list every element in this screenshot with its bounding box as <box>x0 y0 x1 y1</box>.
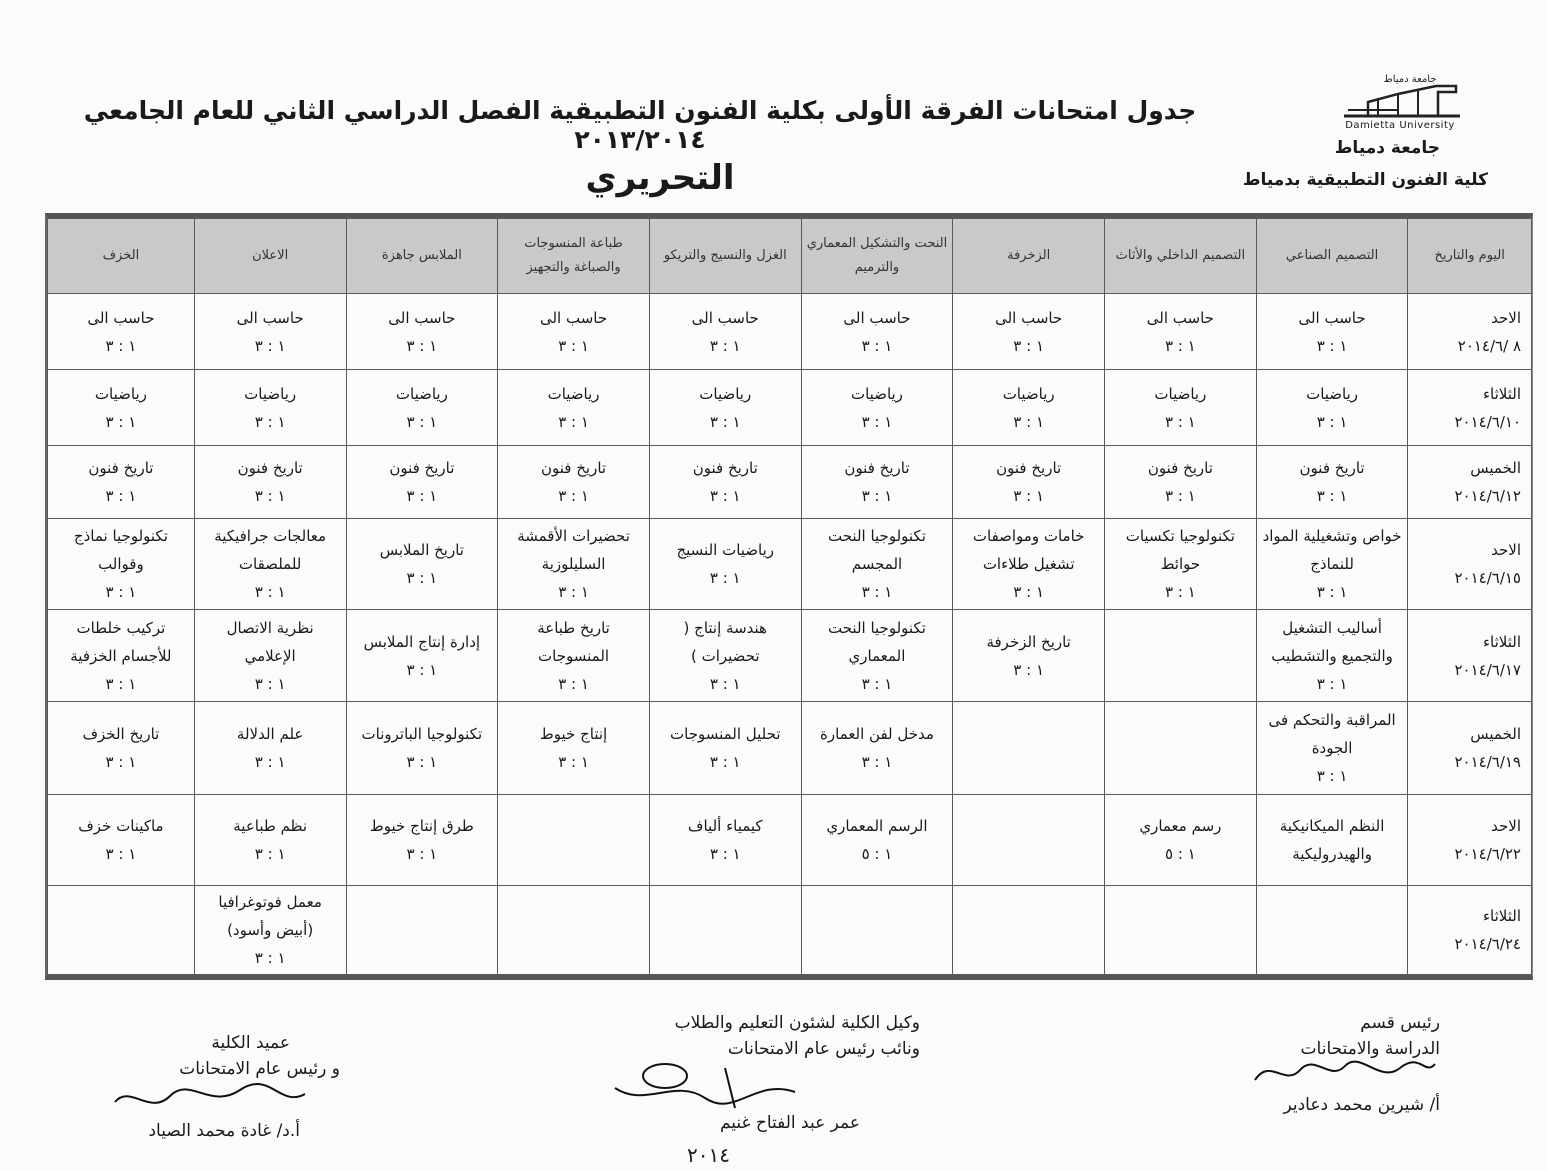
exam-subject: معالجات جرافيكية للملصقات <box>214 527 327 573</box>
exam-cell <box>498 446 650 519</box>
table-row <box>48 702 1532 795</box>
exam-time: ١ : ٣ <box>254 753 286 771</box>
signature-subtitle: ونائب رئيس عام الامتحانات <box>727 1039 920 1059</box>
exam-schedule-table <box>45 213 1533 980</box>
exam-time: ١ : ٣ <box>105 487 137 505</box>
logo-caption: Damietta University <box>1345 120 1455 131</box>
signature-subtitle: و رئيس عام الامتحانات <box>179 1059 340 1079</box>
exam-subject: ماكينات خزف <box>78 817 164 835</box>
exam-cell <box>346 370 498 446</box>
table-row <box>48 446 1532 519</box>
exam-time: ١ : ٣ <box>558 674 589 693</box>
exam-cell <box>1256 370 1408 446</box>
exam-subject: رياضيات <box>94 384 147 403</box>
exam-cell <box>953 446 1105 519</box>
day-date-cell <box>1408 294 1532 370</box>
exam-cell <box>498 610 650 702</box>
exam-time: ١ : ٣ <box>1013 412 1045 431</box>
exam-subject: تحليل المنسوجات <box>670 725 781 743</box>
day-name: الاحد <box>1491 817 1521 835</box>
day-name: الثلاثاء <box>1482 632 1521 651</box>
day-date-cell <box>1408 795 1532 886</box>
exam-date: ٢٠١٤/٦/٢٤ <box>1454 935 1521 953</box>
exam-cell <box>649 702 801 795</box>
exam-time: ١ : ٣ <box>1316 767 1348 785</box>
exam-cell <box>48 702 195 795</box>
day-date-cell <box>1408 610 1532 702</box>
exam-subject: تاريخ فنون <box>1299 459 1365 477</box>
exam-cell <box>1105 519 1257 610</box>
exam-time: ١ : ٣ <box>254 949 286 967</box>
exam-cell <box>498 370 650 446</box>
table-row <box>48 294 1532 370</box>
exam-cell <box>649 610 801 702</box>
exam-time: ١ : ٣ <box>105 753 137 771</box>
exam-subject: رياضيات <box>244 384 297 403</box>
exam-cell <box>801 886 953 975</box>
exam-cell <box>194 795 346 886</box>
exam-subject: رياضيات <box>1306 384 1359 403</box>
exam-time: ١ : ٣ <box>1013 583 1045 601</box>
day-name: الخميس <box>1470 459 1521 477</box>
exam-subject: كيمياء ألياف <box>687 817 763 835</box>
exam-subject: تاريخ فنون <box>692 459 758 477</box>
exam-subject: حاسب الى <box>87 308 155 327</box>
exam-date: ٢٠١٤/٦/١٧ <box>1454 660 1521 679</box>
exam-time: ١ : ٣ <box>1316 487 1348 505</box>
exam-time: ١ : ٣ <box>1013 336 1045 355</box>
exam-time: ١ : ٣ <box>105 674 137 693</box>
exam-cell <box>346 702 498 795</box>
exam-subject: أساليب التشغيل والتجميع والتشطيب <box>1271 618 1393 665</box>
exam-subject: المراقبة والتحكم فى الجودة <box>1268 711 1396 757</box>
exam-subject: إنتاج خيوط <box>539 725 608 743</box>
exam-time: ١ : ٣ <box>1013 660 1045 679</box>
exam-time: ١ : ٣ <box>406 487 438 505</box>
exam-time: ١ : ٣ <box>105 845 137 863</box>
exam-subject: علم الدلالة <box>236 725 304 743</box>
table-row <box>48 610 1532 702</box>
exam-cell <box>1256 795 1408 886</box>
exam-time: ١ : ٣ <box>558 336 589 355</box>
exam-cell <box>346 886 498 975</box>
column-header-day-date: اليوم والتاريخ <box>1408 219 1532 294</box>
exam-time: ١ : ٣ <box>254 674 286 693</box>
exam-time: ١ : ٣ <box>406 845 438 863</box>
exam-subject: طرق إنتاج خيوط <box>369 817 474 835</box>
exam-time: ١ : ٣ <box>105 583 137 601</box>
exam-cell <box>194 519 346 610</box>
exam-subject: تكنولوجيا النحت المعماري <box>828 618 926 665</box>
table-row <box>48 519 1532 610</box>
faculty-name: كلية الفنون التطبيقية بدمياط <box>1242 170 1488 190</box>
column-header-department: الملابس جاهزة <box>346 219 498 294</box>
exam-time: ١ : ٣ <box>709 569 741 587</box>
exam-time: ١ : ٣ <box>861 583 893 601</box>
handwritten-signature-middle <box>605 1058 805 1118</box>
exam-time: ١ : ٣ <box>406 412 438 431</box>
exam-time: ١ : ٣ <box>861 753 893 771</box>
exam-subject: تاريخ فنون <box>541 459 607 477</box>
exam-cell <box>649 886 801 975</box>
exam-cell <box>649 795 801 886</box>
exam-subject: رياضيات <box>1154 384 1207 403</box>
column-header-department: الاعلان <box>194 219 346 294</box>
exam-time: ١ : ٣ <box>254 487 286 505</box>
exam-cell <box>953 294 1105 370</box>
signature-subtitle: الدراسة والامتحانات <box>1300 1039 1440 1059</box>
exam-time: ١ : ٣ <box>709 336 741 355</box>
exam-cell <box>48 795 195 886</box>
column-header-department: طباعة المنسوجات والصباغة والتجهيز <box>498 219 650 294</box>
signature-title: عميد الكلية <box>211 1033 290 1053</box>
exam-time: ١ : ٣ <box>1316 336 1348 355</box>
exam-cell <box>346 294 498 370</box>
exam-time: ١ : ٣ <box>861 487 893 505</box>
exam-date: ٢٠١٤/٦/١٩ <box>1454 753 1521 771</box>
exam-subject: تاريخ فنون <box>88 459 154 477</box>
exam-subject: رياضيات <box>547 384 600 403</box>
exam-cell <box>498 795 650 886</box>
exam-time: ١ : ٣ <box>406 660 438 679</box>
exam-cell <box>1256 886 1408 975</box>
exam-time: ١ : ٣ <box>105 412 137 431</box>
exam-cell <box>801 610 953 702</box>
document-subtitle: التحريري <box>585 158 735 198</box>
column-header-department: الزخرفة <box>953 219 1105 294</box>
signature-name: عمر عبد الفتاح غنيم <box>719 1113 860 1133</box>
exam-cell <box>801 795 953 886</box>
column-header-department: التصميم الصناعي <box>1256 219 1408 294</box>
exam-cell <box>48 294 195 370</box>
exam-cell <box>801 519 953 610</box>
table-header-row <box>48 219 1532 294</box>
exam-time: ١ : ٣ <box>1013 487 1045 505</box>
day-date-cell <box>1408 519 1532 610</box>
exam-subject: النظم الميكانيكية والهيدروليكية <box>1279 817 1385 863</box>
exam-time: ١ : ٣ <box>406 753 438 771</box>
exam-subject: رياضيات <box>1002 384 1055 403</box>
exam-subject: حاسب الى <box>539 308 608 327</box>
exam-subject: تكنولوجيا تكسيات حوائط <box>1125 527 1235 573</box>
exam-subject: تاريخ فنون <box>996 459 1062 477</box>
exam-cell <box>498 519 650 610</box>
exam-subject: نظم طباعية <box>233 817 308 835</box>
exam-subject: الرسم المعماري <box>826 817 928 835</box>
table-row <box>48 370 1532 446</box>
column-header-department: الخزف <box>48 219 195 294</box>
exam-cell <box>346 795 498 886</box>
exam-cell <box>953 886 1105 975</box>
exam-subject: تحضيرات الأقمشة السليلوزية <box>517 527 630 573</box>
exam-cell <box>1256 610 1408 702</box>
exam-time: ١ : ٣ <box>254 845 286 863</box>
column-header-department: النحت والتشكيل المعماري والترميم <box>801 219 953 294</box>
exam-cell <box>649 519 801 610</box>
exam-time: ١ : ٣ <box>406 569 438 587</box>
exam-cell <box>48 886 195 975</box>
day-date-cell <box>1408 886 1532 975</box>
day-date-cell <box>1408 370 1532 446</box>
exam-time: ١ : ٥ <box>861 845 893 863</box>
exam-cell <box>194 610 346 702</box>
exam-subject: حاسب الى <box>843 308 911 327</box>
exam-subject: تاريخ الزخرفة <box>986 632 1071 651</box>
exam-date: ٢٠١٤/٦/١٢ <box>1454 487 1521 505</box>
handwritten-year: ٢٠١٤ <box>687 1143 730 1167</box>
exam-time: ١ : ٣ <box>709 753 741 771</box>
table-row <box>48 886 1532 975</box>
exam-time: ١ : ٣ <box>105 336 137 355</box>
exam-time: ١ : ٣ <box>1316 412 1348 431</box>
exam-date: ٢٠١٤/٦/١٠ <box>1454 412 1521 431</box>
day-name: الاحد <box>1491 308 1521 327</box>
exam-subject: حاسب الى <box>1298 308 1366 327</box>
exam-time: ١ : ٣ <box>861 674 893 693</box>
exam-subject: حاسب الى <box>236 308 304 327</box>
exam-subject: نظرية الاتصال الإعلامي <box>226 618 314 665</box>
exam-time: ١ : ٥ <box>1165 845 1196 863</box>
exam-subject: حاسب الى <box>1146 308 1214 327</box>
exam-cell <box>953 702 1105 795</box>
exam-subject: تركيب خلطات للأجسام الخزفية <box>70 618 172 665</box>
day-name: الثلاثاء <box>1482 907 1521 925</box>
exam-subject: تاريخ الخزف <box>82 725 160 743</box>
exam-subject: هندسة إنتاج ( تحضيرات ) <box>683 618 767 665</box>
signature-title: وكيل الكلية لشئون التعليم والطلاب <box>674 1013 920 1033</box>
exam-cell <box>194 886 346 975</box>
exam-cell <box>801 294 953 370</box>
exam-cell <box>649 370 801 446</box>
column-header-department: الغزل والنسيج والتريكو <box>649 219 801 294</box>
exam-time: ١ : ٣ <box>1316 583 1348 601</box>
exam-time: ١ : ٣ <box>1165 583 1196 601</box>
exam-cell <box>1105 370 1257 446</box>
exam-subject: تكنولوجيا نماذج وقوالب <box>73 527 168 573</box>
exam-time: ١ : ٣ <box>1165 336 1196 355</box>
exam-cell <box>1105 294 1257 370</box>
exam-subject: رسم معماري <box>1139 817 1222 835</box>
exam-subject: تاريخ طباعة المنسوجات <box>537 618 610 665</box>
exam-time: ١ : ٣ <box>1316 674 1348 693</box>
exam-subject: حاسب الى <box>388 308 456 327</box>
exam-cell <box>801 370 953 446</box>
exam-subject: تاريخ فنون <box>1147 459 1213 477</box>
exam-subject: رياضيات <box>395 384 448 403</box>
document-title: جدول امتحانات الفرقة الأولى بكلية الفنون التطبيقية الفصل الدراسي الثاني للعام الجامعي ٢٠١٣/٢٠١٤ <box>83 96 1197 154</box>
exam-subject: خواص وتشغيلية المواد للنماذج <box>1262 527 1402 573</box>
exam-cell <box>48 370 195 446</box>
exam-cell <box>498 702 650 795</box>
exam-cell <box>1256 702 1408 795</box>
exam-date: ٨ /٢٠١٤/٦ <box>1457 336 1521 355</box>
exam-cell <box>194 294 346 370</box>
exam-subject: خامات ومواصفات تشغيل طلاءات <box>972 527 1085 573</box>
day-name: الخميس <box>1470 725 1521 743</box>
exam-cell <box>1105 446 1257 519</box>
exam-time: ١ : ٣ <box>406 336 438 355</box>
exam-cell <box>346 446 498 519</box>
exam-subject: تكنولوجيا الباترونات <box>361 725 483 743</box>
exam-time: ١ : ٣ <box>558 753 589 771</box>
exam-time: ١ : ٣ <box>1165 487 1196 505</box>
exam-cell <box>194 702 346 795</box>
exam-cell <box>498 294 650 370</box>
exam-subject: مدخل لفن العمارة <box>819 725 934 743</box>
exam-date: ٢٠١٤/٦/١٥ <box>1454 569 1521 587</box>
exam-cell <box>649 294 801 370</box>
table-row <box>48 795 1532 886</box>
exam-cell <box>801 446 953 519</box>
exam-cell <box>48 519 195 610</box>
exam-subject: تاريخ فنون <box>389 459 455 477</box>
exam-time: ١ : ٣ <box>558 583 589 601</box>
exam-cell <box>953 519 1105 610</box>
day-date-cell <box>1408 702 1532 795</box>
exam-time: ١ : ٣ <box>254 336 286 355</box>
exam-subject: حاسب الى <box>691 308 759 327</box>
exam-cell <box>48 446 195 519</box>
exam-cell <box>801 702 953 795</box>
column-header-department: التصميم الداخلي والأثاث <box>1105 219 1257 294</box>
exam-cell <box>346 610 498 702</box>
exam-subject: تكنولوجيا النحت المجسم <box>828 527 926 573</box>
exam-time: ١ : ٣ <box>558 412 589 431</box>
exam-subject: حاسب الى <box>995 308 1063 327</box>
exam-time: ١ : ٣ <box>709 487 741 505</box>
exam-time: ١ : ٣ <box>709 674 741 693</box>
logo-arabic-text: جامعة دمياط <box>1383 74 1437 85</box>
exam-cell <box>1256 294 1408 370</box>
exam-cell <box>1105 795 1257 886</box>
exam-subject: تاريخ الملابس <box>379 541 464 559</box>
exam-time: ١ : ٣ <box>254 412 286 431</box>
handwritten-signature-left <box>110 1080 310 1120</box>
exam-time: ١ : ٣ <box>709 412 741 431</box>
exam-cell <box>1256 519 1408 610</box>
exam-cell <box>953 795 1105 886</box>
exam-cell <box>953 370 1105 446</box>
exam-subject: رياضيات <box>699 384 752 403</box>
exam-subject: تاريخ فنون <box>844 459 910 477</box>
day-name: الاحد <box>1491 541 1521 559</box>
handwritten-signature-right <box>1250 1052 1440 1092</box>
exam-subject: رياضيات <box>850 384 903 403</box>
exam-time: ١ : ٣ <box>558 487 589 505</box>
exam-cell <box>1105 886 1257 975</box>
signature-title: رئيس قسم <box>1360 1013 1440 1033</box>
exam-time: ١ : ٣ <box>1165 412 1196 431</box>
exam-cell <box>194 446 346 519</box>
exam-time: ١ : ٣ <box>709 845 741 863</box>
university-name: جامعة دمياط <box>1334 138 1440 158</box>
exam-time: ١ : ٣ <box>861 336 893 355</box>
exam-cell <box>1105 702 1257 795</box>
exam-time: ١ : ٣ <box>861 412 893 431</box>
exam-cell <box>649 446 801 519</box>
exam-subject: رياضيات النسيج <box>676 541 775 559</box>
exam-cell <box>346 519 498 610</box>
signature-name: أ/ شيرين محمد دعادير <box>1283 1095 1440 1115</box>
exam-cell <box>1256 446 1408 519</box>
exam-cell <box>194 370 346 446</box>
exam-time: ١ : ٣ <box>254 583 286 601</box>
signature-name: أ.د/ غادة محمد الصياد <box>148 1121 300 1141</box>
exam-cell <box>48 610 195 702</box>
day-name: الثلاثاء <box>1482 384 1521 403</box>
day-date-cell <box>1408 446 1532 519</box>
exam-cell <box>1105 610 1257 702</box>
exam-subject: تاريخ فنون <box>237 459 303 477</box>
exam-date: ٢٠١٤/٦/٢٢ <box>1454 845 1521 863</box>
exam-cell <box>498 886 650 975</box>
exam-subject: إدارة إنتاج الملابس <box>363 632 481 651</box>
exam-subject: معمل فوتوغرافيا (أبيض وأسود) <box>218 893 322 939</box>
exam-cell <box>953 610 1105 702</box>
